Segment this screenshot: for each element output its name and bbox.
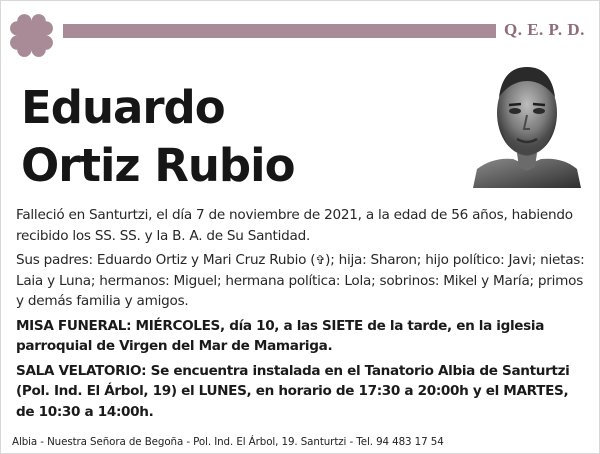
obituary-text [16,205,588,426]
cross-icon: ✞ [315,253,326,267]
header-bar [63,24,496,38]
family-list [16,250,588,312]
deceased-photo [473,61,581,188]
death-notice: Falleció en Santurtzi, el día 7 de noviembre de 2021, a la edad de 56 años, habiendo recibido los SS. SS. y la B. A. de Su Santidad. [16,207,573,244]
family-list-start: Sus padres: Eduardo Ortiz y Mari Cruz Rubio ( [16,252,316,268]
deceased-first-name: Eduardo [21,81,225,134]
funeral-mass: MISA FUNERAL: MIÉRCOLES, día 10, a las SIETE de la tarde, en la iglesia parroquial de Virgen del Mar de Mamariga. [16,317,545,354]
wake-room: SALA VELATORIO: Se encuentra instalada en el Tanatorio Albia de Santurtzi (Pol. Ind. El Árbol, 19) el LUNES, en horario de 17:30 a 20:00h y el MARTES, de 10:30 a 14:00h. [16,362,570,420]
lauburu-icon [6,10,57,61]
family-list-rest: ); hija: Sharon; hijo político: Javi; nietas: Laia y Luna; hermanos: Miguel; hermana política: Lola; sobrinos: Mikel y María; primos y demás familia y amigos. [16,252,585,309]
deceased-surnames: Ortiz Rubio [21,139,295,192]
funeral-home-footer: Albia - Nuestra Señora de Begoña - Pol. Ind. El Árbol, 19. Santurtzi - Tel. 94 483 17 54 [12,436,444,448]
qepd-label: Q. E. P. D. [504,20,585,39]
